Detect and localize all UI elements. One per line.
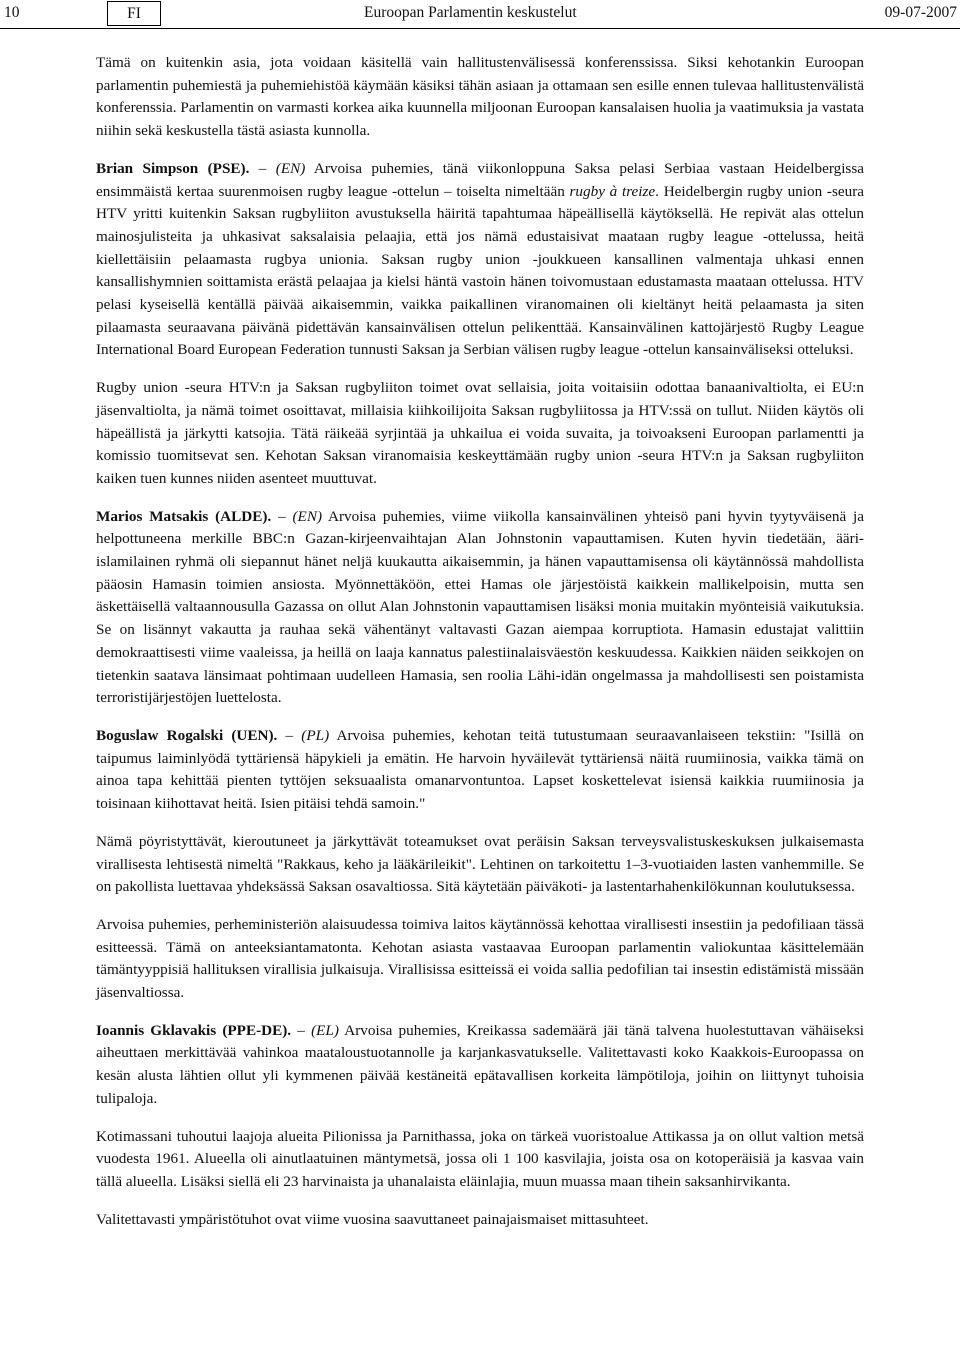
paragraph-text: Kotimassani tuhoutui laajoja alueita Pilionissa ja Parnithassa, joka on tärkeä vuoristoalue Attikassa ja on ollut valtion metsä vuodesta 1961. Alueella oli ainutlaatuinen mäntymetsä, jossa oli 1 100 kasvilajia, joista osa on kotoperäisiä ja kasvaa vain tällä alueella. Lisäksi siellä eli 23 harvinaista ja uhanalaista eläinlajia, muun muassa maan tihein saksanhirvikanta.	[96, 1127, 864, 1190]
paragraph-text: Nämä pöyristyttävät, kieroutuneet ja järkyttävät toteamukset ovat peräisin Saksan terveysvalistuskeskuksen julkaisemasta virallisesta lehtisestä nimeltä "Rakkaus, keho ja lääkärileikit". Lehtinen on tarkoitettu 1–3-vuotiaiden lasten vanhemmille. Se on pakollista luettavaa yhdeksässä Saksan osavaltiossa. Sitä käytetään päiväkoti- ja lastentarhahenkilökunnan koulutuksessa.	[96, 832, 864, 896]
paragraph	[96, 1209, 864, 1232]
paragraph-text: Arvoisa puhemies, tänä viikonloppuna Saksa pelasi Serbiaa vastaan Heidelbergissa ensimmäistä kertaa suurenmoisen rugby league -ottelun – toiselta nimeltään	[96, 159, 864, 200]
document-date: 09-07-2007	[884, 4, 957, 21]
speaker-separator: –	[249, 159, 276, 177]
speech-language: (EN)	[275, 159, 306, 177]
speaker-name: Brian Simpson (PSE).	[96, 159, 250, 177]
speaker-name: Boguslaw Rogalski (UEN).	[96, 726, 278, 744]
paragraph-text: Rugby union -seura HTV:n ja Saksan rugbyliiton toimet ovat sellaisia, joita voitaisiin odottaa banaanivaltiolta, ei EU:n jäsenvaltiolta, ja nämä toimet osoittavat, millaisia kiihkoilijoita Saksan rugbyliitossa ja HTV:ssä on tullut. Niiden käytös oli häpeällistä ja järkytti katsojia. Tätä räikeää syrjintää ja uhkailua ei voida suvaita, ja toivoakseni Euroopan parlamentti ja komissio tuomitsevat sen. Kehotan Saksan viranomaisia keskeyttämään rugby union -seura HTV:n ja Saksan rugbyliiton kaiken tuen kunnes niiden asenteet muuttuvat.	[96, 379, 864, 487]
speech-paragraph	[96, 158, 864, 362]
document-title: Euroopan Parlamentin keskustelut	[364, 4, 577, 21]
italic-term: rugby à treize	[569, 182, 656, 200]
paragraph	[96, 914, 864, 1005]
speech-paragraph	[96, 1020, 864, 1111]
speaker-separator: –	[291, 1021, 312, 1039]
speech-language: (EN)	[292, 507, 323, 525]
paragraph-text: Valitettavasti ympäristötuhot ovat viime vuosina saavuttaneet painajaismaiset mittasuhteet.	[96, 1210, 649, 1228]
paragraph-text: Tämä on kuitenkin asia, jota voidaan käsitellä vain hallitustenvälisessä konferenssissa. Siksi kehotankin Euroopan parlamentin puhemiestä ja puhemiehistöä käymään käsiksi tähän asiaan ja ottamaan sen esille ennen tulevaa hallitustenvälistä konferenssia. Parlamentin on varmasti korkea aika kuunnella miljoonan Euroopan kansalaisen huolia ja vaatimuksia ja vastata niihin sekä keskustella tästä asiasta kunnolla.	[96, 54, 864, 140]
page-number: 10	[4, 4, 20, 21]
speaker-name: Ioannis Gklavakis (PPE-DE).	[96, 1021, 292, 1039]
paragraph-text-continued: . Heidelbergin rugby union -seura HTV yritti kuitenkin Saksan rugbyliiton avustuksella häiritä tapahtumaa häpeällisellä käytöksellä. He repivät alas ottelun mainosjulisteita ja uhkasivat saksalaisia pelaajia, että jos nämä edustaisivat maataan rugby league -ottelussa, heitä kiellettäisiin pelaamasta rugbya unionia. Saksan rugby union -joukkueen kansallinen valmentaja uhkasi ennen kansallishymnien soittamista erästä pelaajaa ja kielsi häntä vastoin hänen toivomustaan edustamasta maataan ottelussa. HTV pelasi kyseisellä kentällä päivää aikaisemmin, vaikka paikallinen viranomainen oli kieltänyt heitä pelaamasta ja siten pilaamasta seuraavana päivänä pidettävän kansainvälisen ottelun pelikenttää. Kansainvälinen kattojärjestö Rugby League International Board European Federation tunnusti Saksan ja Serbian välisen rugby league -ottelun kansainväliseksi otteluksi.	[96, 182, 864, 359]
paragraph-text: Arvoisa puhemies, Kreikassa sademäärä jäi tänä talvena huolestuttavan vähäiseksi aiheuttaen merkittävää vahinkoa maataloustuotannolle ja karjankasvatukselle. Valitettavasti koko Kaakkois-Euroopassa on kesän alusta lähtien ollut yli kymmenen päivää kestäneitä epätavallisen korkeita lämpötiloja, joihin on liittynyt tuhoisia tulipaloja.	[96, 1021, 865, 1107]
speaker-separator: –	[277, 726, 302, 744]
speaker-name: Marios Matsakis (ALDE).	[96, 507, 272, 525]
paragraph-text: Arvoisa puhemies, viime viikolla kansainvälinen yhteisö pani hyvin tyytyväisenä ja helpottuneena merkille BBC:n Gazan-kirjeenvaihtajan Alan Johnstonin vapauttamisen. Kuten hyvin tiedetään, ääri-islamilainen ryhmä oli siepannut hänet neljä kuukautta aikaisemmin, ja hänen vapauttamisensa oli käytännössä mahdollista pääosin Hamasin toimien ansiosta. Myönnettäköön, ettei Hamas ole järjestöistä kaikkein mallikelpoisin, mutta sen äskettäisellä valtaannousulla Gazassa on ollut Alan Johnstonin vapauttamisen lisäksi monia muitakin myönteisiä vaikutuksia. Se on lisännyt vakautta ja rauhaa sekä vähentänyt valtavasti Gazan aiempaa korruptiota. Hamasin edustajat valittiin demokraattisesti viime vaaleissa, ja heillä on laaja kannatus palestiinalaisväestön keskuudessa. Kaikkien näiden seikkojen on tietenkin saatava länsimaat pohtimaan uudelleen Hamasia, sen roolia Lähi-idän ongelmassa ja mahdollisesti sen poistamista terroristijärjestöjen luettelosta.	[96, 507, 865, 707]
paragraph	[96, 52, 864, 143]
paragraph-text: Arvoisa puhemies, kehotan teitä tutustumaan seuraavanlaiseen tekstiin: "Isillä on taipumus laiminlyödä tyttäriensä häpykieli ja emätin. He harvoin hyväilevät tyttäriensä näitä ruumiinosia, vaikka tämä on ainoa tapa kehittää pienten tyttöjen seksuaalista omanarvontuntoa. Lapset koskettelevat isiensä kaikkia ruumiinosia ja toisinaan kiihottavat heitä. Isien pitäisi tehdä samoin."	[96, 726, 865, 813]
document-body	[96, 52, 864, 1246]
page-header	[0, 0, 960, 29]
language-code-box: FI	[107, 1, 161, 26]
paragraph	[96, 831, 864, 899]
speech-paragraph	[96, 725, 864, 816]
paragraph-text: Arvoisa puhemies, perheministeriön alaisuudessa toimiva laitos käytännössä kehottaa virallisesti insestiin ja pedofiliaan tässä esitteessä. Tämä on anteeksiantamatonta. Kehotan asiasta vastaavaa Euroopan parlamentin valiokuntaa käsittelemään tämäntyyppisiä hallituksen virallisia julkaisuja. Virallisissa esitteissä ei voida sallia pedofilian tai insestin edistämistä missään jäsenvaltiossa.	[96, 915, 864, 1002]
speech-paragraph	[96, 506, 864, 710]
speech-language: (EL)	[311, 1021, 339, 1039]
paragraph	[96, 1126, 864, 1194]
speech-language: (PL)	[301, 726, 330, 744]
speaker-separator: –	[271, 507, 293, 525]
paragraph	[96, 377, 864, 491]
